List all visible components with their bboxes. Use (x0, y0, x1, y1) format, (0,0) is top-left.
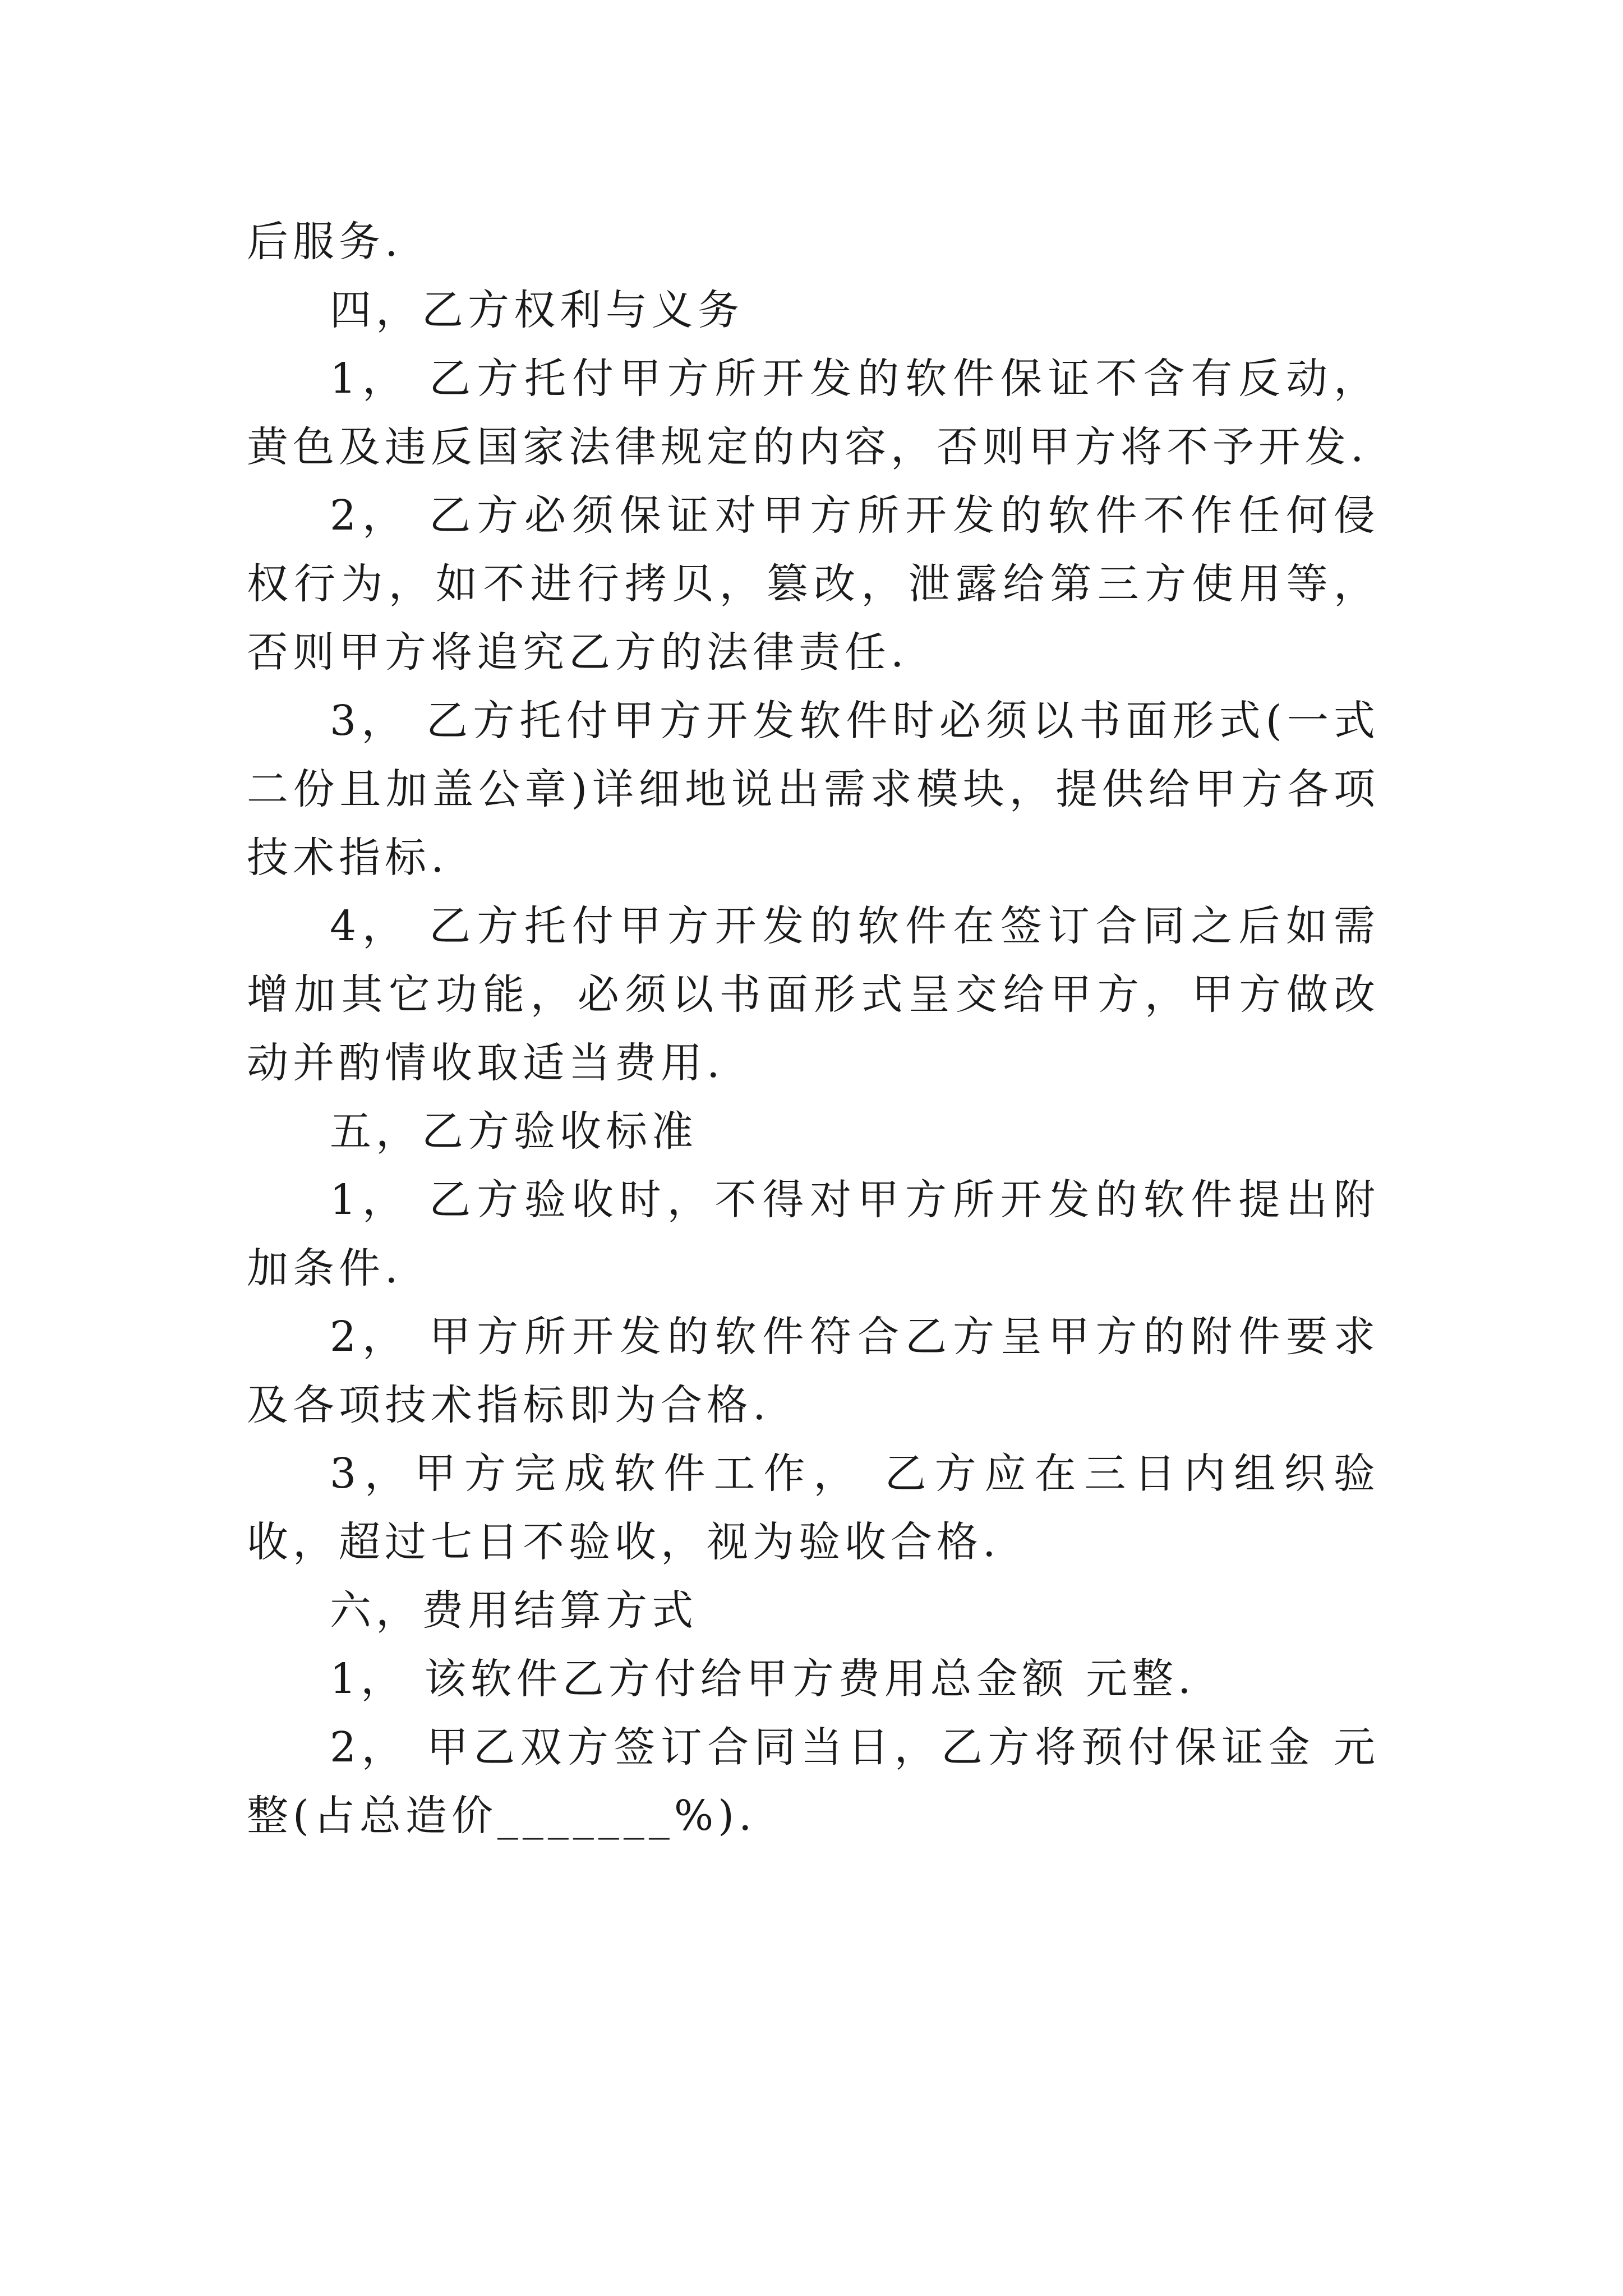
contract-body (247, 208, 1380, 1850)
clause-6-1: 1， 该软件乙方付给甲方费用总金额 元整. (330, 1655, 1196, 1703)
clause-6-2: 2， 甲乙双方签订合同当日，乙方将预付保证金 元整(占总造价_______%). (247, 1723, 1380, 1840)
section-heading-4: 四，乙方权利与义务 (330, 286, 744, 334)
clause-4-1: 1， 乙方托付甲方所开发的软件保证不含有反动，黄色及违反国家法律规定的内容，否则甲方将不予开发. (247, 355, 1380, 471)
section-heading-5: 五，乙方验收标准 (330, 1107, 698, 1156)
paragraph-continuation: 后服务. (247, 218, 403, 266)
clause-5-1: 1， 乙方验收时，不得对甲方所开发的软件提出附加条件. (247, 1176, 1380, 1292)
clause-4-3: 3， 乙方托付甲方开发软件时必须以书面形式(一式二份且加盖公章)详细地说出需求模块，提供给甲方各项技术指标. (247, 697, 1380, 882)
clause-5-2: 2， 甲方所开发的软件符合乙方呈甲方的附件要求及各项技术指标即为合格. (247, 1313, 1380, 1429)
section-heading-6: 六，费用结算方式 (330, 1586, 698, 1635)
clause-4-2: 2， 乙方必须保证对甲方所开发的软件不作任何侵权行为，如不进行拷贝，篡改，泄露给第三方使用等，否则甲方将追究乙方的法律责任. (247, 491, 1380, 677)
clause-4-4: 4， 乙方托付甲方开发的软件在签订合同之后如需增加其它功能，必须以书面形式呈交给甲方，甲方做改动并酌情收取适当费用. (247, 902, 1380, 1087)
clause-5-3: 3，甲方完成软件工作， 乙方应在三日内组织验收，超过七日不验收，视为验收合格. (247, 1450, 1380, 1566)
